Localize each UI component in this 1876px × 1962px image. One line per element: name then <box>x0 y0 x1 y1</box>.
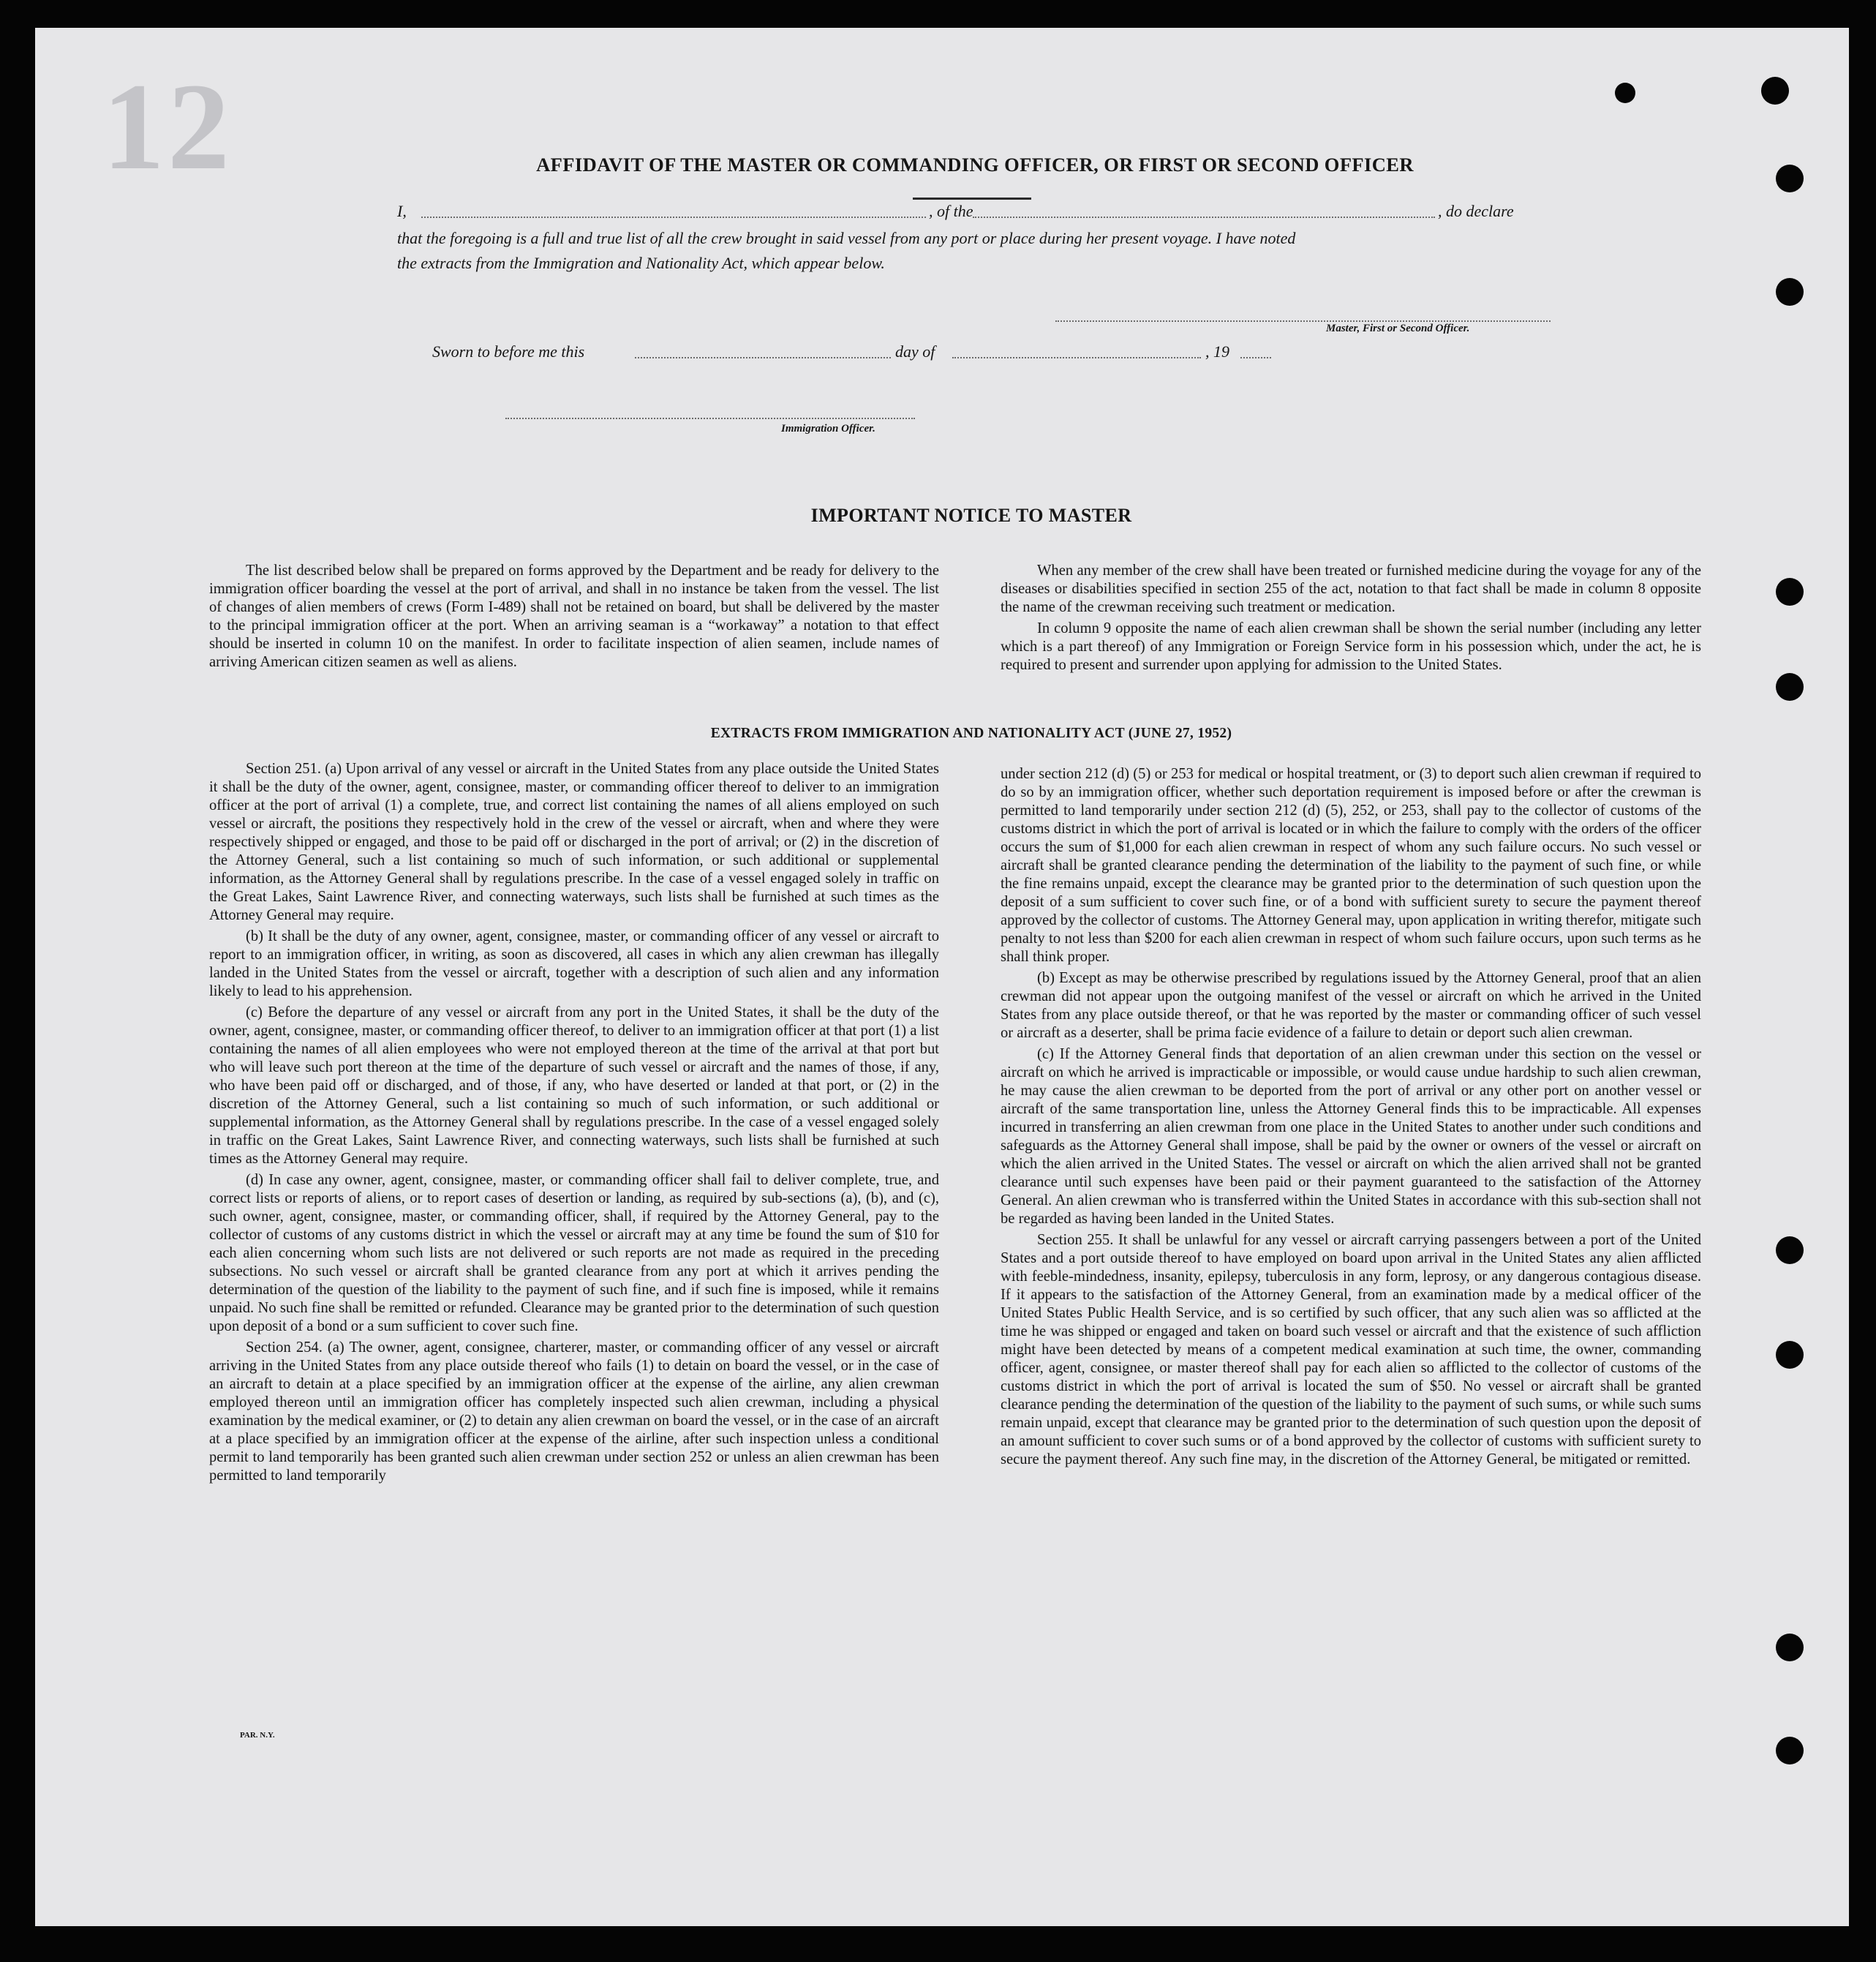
declare-i: I, <box>397 202 407 220</box>
section-254-c: (c) If the Attorney General finds that deportation of an alien crewman under this section on the vessel or aircraft on which he arrived is impracticable or impossible, or would cause undue hardship to such alien crewman, he may cause the alien crewman to be deported from the port of arrival or any other port on another vessel or aircraft of the same transportation line, unless the Attorney General finds this to be impracticable. All expenses incurred in transferring an alien crewman from one place in the United States to another under such conditions and safeguards as the Attorney General shall impose, shall be paid by the owner or owners of the vessel or aircraft on which the alien arrived in the United States. The vessel or aircraft on which the alien arrived shall not be granted clearance until such expenses have been paid or their payment guaranteed to the satisfaction of the Attorney General. An alien crewman who is transferred within the United States in accordance with this sub-section shall not be regarded as having been landed in the United States. <box>1001 1046 1701 1227</box>
punch-hole <box>1776 673 1804 701</box>
punch-hole <box>1776 1634 1804 1661</box>
notice-left-column <box>209 562 939 674</box>
punch-hole <box>1776 1737 1804 1764</box>
section-251-b: (b) It shall be the duty of any owner, agent, consignee, master, or commanding officer of any vessel or aircraft to report to an immigration officer, in writing, as soon as discovered, all cases in which any alien crewman has illegally landed in the United States from the vessel or aircraft, together with a description of such alien and any information likely to lead to his apprehension. <box>209 928 939 999</box>
sworn-label: Sworn to before me this <box>432 342 585 361</box>
punch-hole <box>1776 1341 1804 1369</box>
immigration-officer-signature-line[interactable] <box>505 418 915 419</box>
section-251-c: (c) Before the departure of any vessel or aircraft from any port in the United States, it shall be the duty of the owner, agent, consignee, master, or commanding officer thereof, to deliver to an immigration officer at that port (1) a list containing the names of all alien employees who were not employed thereon at the time of the arrival at that port but who will leave such port thereon at the time of the departure of such vessel or aircraft and the names of those, if any, who have been paid off or discharged, and of those, if any, who have deserted or landed at that port, or (2) in the discretion of the Attorney General, such a list containing so much of such information, or such additional or supplemental information, as the Attorney General shall by regulations prescribe. In the case of a vessel engaged solely in traffic on the Great Lakes, Saint Lawrence River, and connecting waterways, such lists shall be furnished at such times as the Attorney General may require. <box>209 1004 939 1167</box>
punch-hole <box>1776 165 1804 192</box>
of-the-label: , of the <box>929 202 973 220</box>
notice-paragraph: In column 9 opposite the name of each alien crewman shall be shown the serial number (including any letter which is a part thereof) of any Immigration or Foreign Service form in his possession which, under the act, he is required to present and surrender upon applying for admission to the United States. <box>1001 620 1701 673</box>
sworn-day-field[interactable] <box>635 357 891 358</box>
section-251-d: (d) In case any owner, agent, consignee, master, or commanding officer shall fail to deliver complete, true, and correct lists or reports of aliens, or to report cases of desertion or landing, as required by sub-sections (a), (b), and (c), such owner, agent, consignee, master, or commanding officer, shall, if required by the Attorney General, pay to the collector of customs of any customs district in which the vessel or aircraft may at any time be found the sum of $10 for each alien concerning whom such lists are not delivered or such reports are not made as required in the preceding subsections. No such vessel or aircraft shall be granted clearance from any port at which it arrives pending the determination of the question of the liability to the payment of such fine, and if such fine is imposed, while it remains unpaid. No such fine shall be remitted or refunded. Clearance may be granted prior to the determination of such question upon deposit of a bond or a sum sufficient to cover such fine. <box>209 1172 939 1334</box>
notice-paragraph: The list described below shall be prepared on forms approved by the Department and be ready for delivery to the immigration officer boarding the vessel at the port of arrival, and shall in no instance be taken from the vessel. The list of changes of alien members of crews (Form I-489) shall not be retained on board, but shall be delivered by the master to the principal immigration officer at the port. When an arriving seaman is a “workaway” a notation to that effect should be inserted in column 10 on the manifest. In order to facilitate inspection of alien seamen, include names of arriving American citizen seamen as well as aliens. <box>209 563 939 670</box>
printer-mark: PAR. N.Y. <box>240 1731 275 1740</box>
section-254-a-start: Section 254. (a) The owner, agent, consignee, charterer, master, or commanding officer of any vessel or aircraft arriving in the United States from any place outside thereof who fails (1) to detain on board the vessel, or in the case of an aircraft to detain at a place specified by an immigration officer at the expense of the airline, any alien crewman employed thereon until an immigration officer has completely inspected such alien crewman, including a physical examination by the medical examiner, or (2) to detain any alien crewman on board the vessel, or in the case of an aircraft at a place specified by an immigration officer at the expense of the airline, after such inspection unless a conditional permit to land temporarily has been granted such alien crewman under section 252 or unless an alien crewman has been permitted to land temporarily <box>209 1339 939 1484</box>
day-of-label: day of <box>895 342 935 361</box>
punch-hole <box>1776 578 1804 606</box>
declaration-line-2: the extracts from the Immigration and Nationality Act, which appear below. <box>397 254 885 272</box>
notice-title: IMPORTANT NOTICE TO MASTER <box>810 505 1132 526</box>
do-declare-label: , do declare <box>1438 202 1514 220</box>
extracts-title: EXTRACTS FROM IMMIGRATION AND NATIONALITY ACT (JUNE 27, 1952) <box>710 726 1232 741</box>
section-254-b: (b) Except as may be otherwise prescribed by regulations issued by the Attorney General, proof that an alien crewman did not appear upon the outgoing manifest of the vessel or aircraft on which he arrived in the United States from any place outside thereof, or that he was reported by the master or commanding officer of such vessel or aircraft as a deserter, shall be prima facie evidence of a failure to detain or deport such alien crewman. <box>1001 970 1701 1041</box>
master-signature-line[interactable] <box>1055 320 1551 322</box>
vessel-field[interactable] <box>973 217 1435 218</box>
document-page <box>35 28 1849 1926</box>
section-255: Section 255. It shall be unlawful for any vessel or aircraft carrying passengers between a port of the United States and a port outside thereof to have employed on board upon arrival in the United States any alien afflicted with feeble-mindedness, insanity, epilepsy, tuberculosis in any form, leprosy, or any dangerous contagious disease. If it appears to the satisfaction of the Attorney General, from an examination made by a medical officer of the United States Public Health Service, and is so certified by such officer, that any such alien was so afflicted at the time he was shipped or engaged and taken on board such vessel or aircraft and that the existence of such affliction might have been detected by means of a competent medical examination at such time, the owner, commanding officer, agent, consignee, or master thereof shall pay for each alien so afflicted to the collector of customs of the customs district in which the port of arrival is located the sum of $50. No vessel or aircraft shall be granted clearance pending the determination of the question of the liability to the payment of such sums, or while such sums remain unpaid, except that clearance may be granted prior to the determination of such question upon the deposit of an amount sufficient to cover such sums or of a bond approved by the collector of customs with sufficient surety to secure the payment thereof. Any such fine may, in the discretion of the Attorney General, be mitigated or remitted. <box>1001 1232 1701 1467</box>
faded-page-number: 12 <box>102 58 233 195</box>
affidavit-title: AFFIDAVIT OF THE MASTER OR COMMANDING OFFICER, OR FIRST OR SECOND OFFICER <box>536 154 1414 176</box>
punch-hole <box>1776 278 1804 306</box>
name-field[interactable] <box>421 217 926 218</box>
section-254-a-continued: under section 212 (d) (5) or 253 for medical or hospital treatment, or (3) to deport such alien crewman if required to do so by an immigration officer, whether such deportation requirement is imposed before or after the crewman is permitted to land temporarily under section 212 (d) (5), 252, or 253, shall pay to the collector of customs of the customs district in which the port of arrival is located or in which the failure to comply with the orders of the officer occurs the sum of $1,000 for each alien crewman in respect of whom any such failure occurs. No such vessel or aircraft shall be granted clearance pending the determination of the liability to the payment of such fine, or while the fine remains unpaid, except the clearance may be granted prior to the determination of such question upon the deposit of a sum sufficient to cover such fine, or of a bond with sufficient surety to secure the payment thereof approved by the collector of customs. The Attorney General may, upon application in writing therefor, mitigate such penalty to not less than $200 for each alien crewman in respect of whom such failure occurs, upon such terms as he shall think proper. <box>1001 766 1701 965</box>
sworn-year-field[interactable] <box>1240 357 1271 358</box>
immigration-officer-caption: Immigration Officer. <box>781 423 875 435</box>
notice-right-column <box>1001 562 1701 677</box>
master-signature-caption: Master, First or Second Officer. <box>1326 323 1470 334</box>
declaration-line-1: that the foregoing is a full and true list of all the crew brought in said vessel from any port or place during her present voyage. I have noted <box>397 229 1296 247</box>
sworn-month-field[interactable] <box>952 357 1201 358</box>
extracts-right-column <box>1001 765 1701 1472</box>
punch-hole <box>1776 1236 1804 1264</box>
notice-paragraph: When any member of the crew shall have been treated or furnished medicine during the voyage for any of the diseases or disabilities specified in section 255 of the act, notation to that fact shall be made in column 8 opposite the name of the crewman receiving such treatment or medication. <box>1001 563 1701 615</box>
punch-hole <box>1615 83 1635 103</box>
extracts-left-column <box>209 760 939 1488</box>
section-251-a: Section 251. (a) Upon arrival of any vessel or aircraft in the United States from any place outside the United States it shall be the duty of the owner, agent, consignee, master, or commanding officer thereof to deliver to an immigration officer at the port of arrival (1) a complete, true, and correct list containing the names of all aliens employed on such vessel or aircraft, the positions they respectively hold in the crew of the vessel or aircraft, when and where they were respectively shipped or engaged, and those to be paid off or discharged in the port of arrival; or (2) in the discretion of the Attorney General, such a list containing so much of such information, or such additional or supplemental information, as the Attorney General shall by regulations prescribe. In the case of a vessel engaged solely in traffic on the Great Lakes, Saint Lawrence River, and connecting waterways, such lists shall be furnished at such times as the Attorney General may require. <box>209 761 939 923</box>
title-underline <box>913 198 1031 200</box>
punch-hole <box>1761 77 1789 105</box>
year-label: , 19 <box>1205 342 1229 361</box>
